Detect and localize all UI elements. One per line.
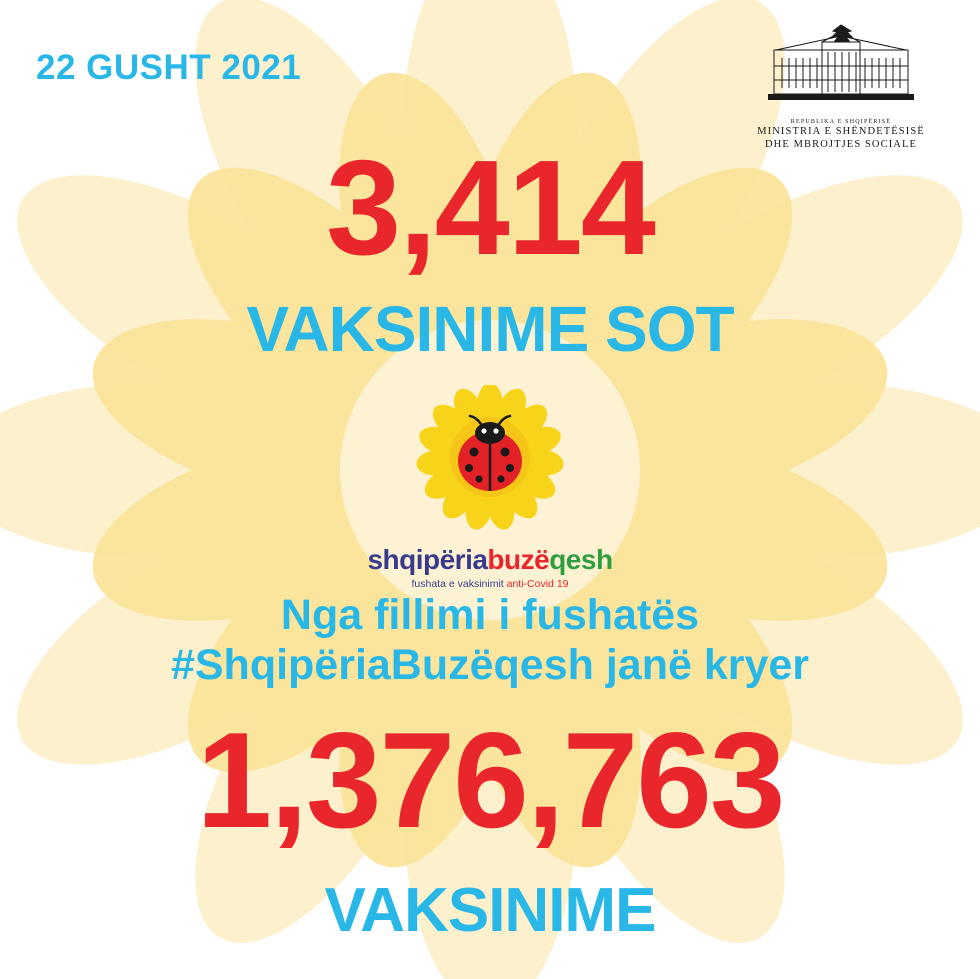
emblem-ministry-line-1: MINISTRIA E SHËNDETËSISË <box>757 126 925 137</box>
wordmark-part-3: qesh <box>549 544 613 575</box>
today-vaccinations-label: VAKSINIME SOT <box>246 293 734 365</box>
wordmark-part-1: shqipëria <box>367 544 488 575</box>
campaign-logo <box>340 385 640 590</box>
campaign-description-line-1: Nga fillimi i fushatës <box>280 591 700 639</box>
ministry-emblem <box>746 22 936 151</box>
tagline-part-2: anti-Covid 19 <box>506 578 569 590</box>
campaign-wordmark <box>340 544 640 576</box>
government-building-icon <box>756 22 926 118</box>
date-label: 22 GUSHT 2021 <box>36 48 302 87</box>
today-vaccinations-number: 3,414 <box>326 132 654 283</box>
campaign-description-line-2: #ShqipëriaBuzëqesh janë kryer <box>170 641 810 689</box>
campaign-description <box>0 590 980 690</box>
emblem-republic-line: REPUBLIKA E SHQIPËRISË <box>790 119 892 125</box>
total-vaccinations-label: VAKSINIME <box>324 876 656 945</box>
total-vaccinations-number: 1,376,763 <box>196 704 784 856</box>
wordmark-part-2: buzë <box>487 544 550 575</box>
campaign-tagline <box>340 578 640 590</box>
tagline-part-1: fushata e vaksinimit <box>411 578 507 590</box>
emblem-ministry-line-2: DHE MBROJTJES SOCIALE <box>764 139 918 150</box>
sunflower-ladybug-icon <box>410 385 570 535</box>
